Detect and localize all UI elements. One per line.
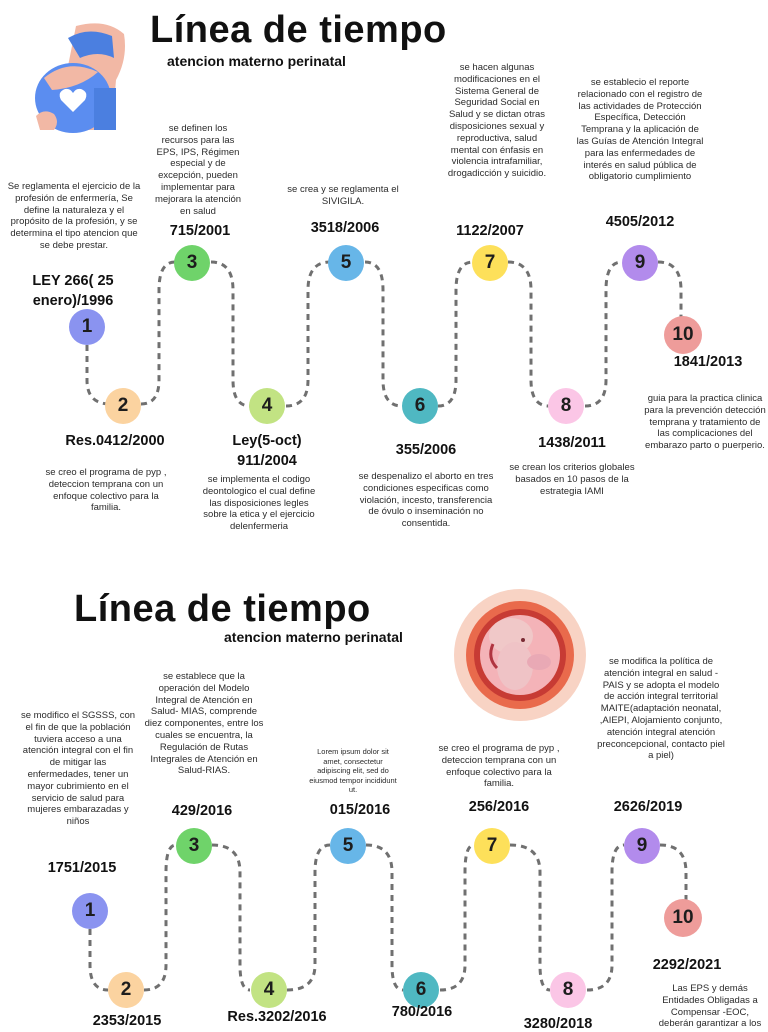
step2-code-10: 2292/2021 xyxy=(652,957,722,973)
step2-desc-1: se modifico el SGSSS, con el fin de que la población tuviera acceso a una atención integral con el fin de mitigar las enfermedades, tener un mayor cubrimiento en el servicio de salud para mujeres embarazadas y niños xyxy=(20,710,136,828)
step2-code-8: 3280/2018 xyxy=(523,1016,593,1032)
step-node-5: 5 xyxy=(328,245,364,281)
step2-node-5: 5 xyxy=(330,828,366,864)
step-node-2: 2 xyxy=(105,388,141,424)
fetus-illustration xyxy=(453,588,587,722)
step2-code-6: 780/2016 xyxy=(391,1004,453,1020)
step-code-8: 1438/2011 xyxy=(538,435,606,451)
step-code-7: 1122/2007 xyxy=(456,223,524,239)
step-code-1: LEY 266( 25 enero)/1996 xyxy=(32,273,114,309)
step2-node-10: 10 xyxy=(664,899,702,937)
step-node-7: 7 xyxy=(472,245,508,281)
step2-code-9: 2626/2019 xyxy=(613,799,683,815)
step-code-2: Res.0412/2000 xyxy=(65,433,165,449)
step2-code-2: 2353/2015 xyxy=(92,1013,162,1029)
step2-code-5: 015/2016 xyxy=(329,802,391,818)
section2-title: Línea de tiempo xyxy=(74,588,371,630)
timeline-path-1 xyxy=(87,262,681,406)
step2-desc-3: se establece que la operación del Modelo Integral de Atención en Salud- MIAS, comprende diez componentes, entre los cuales se encuentra, la Regulación de Rutas Integrales de Atención en Salud-RIAS. xyxy=(144,671,264,777)
step-desc-10: guia para la practica clinica para la prevención detección temprana y tratamiento de las complicaciones del embarazo parto o puerperio. xyxy=(644,393,766,452)
step2-node-4: 4 xyxy=(251,972,287,1008)
step-node-10: 10 xyxy=(664,316,702,354)
step-code-5: 3518/2006 xyxy=(310,220,380,236)
step-node-1: 1 xyxy=(69,309,105,345)
step-desc-2: se creo el programa de pyp , deteccion temprana con un enfoque colectivo para la familia. xyxy=(45,467,167,514)
step-code-10: 1841/2013 xyxy=(673,354,743,370)
step2-code-7: 256/2016 xyxy=(468,799,530,815)
step-desc-5: se crea y se reglamenta el SIVIGILA. xyxy=(287,184,399,207)
step-desc-4: se implementa el codigo deontologico el cual define las disposiciones legles sobre la etica y el ejercicio delenfermeria xyxy=(202,474,316,533)
step-node-3: 3 xyxy=(174,245,210,281)
step2-node-1: 1 xyxy=(72,893,108,929)
page-title: Línea de tiempo xyxy=(150,9,447,51)
step2-node-9: 9 xyxy=(624,828,660,864)
step-node-4: 4 xyxy=(249,388,285,424)
step-code-4: Ley(5-oct) 911/2004 xyxy=(232,433,302,469)
step2-desc-7: se creo el programa de pyp , deteccion temprana con un enfoque colectivo para la familia. xyxy=(438,743,560,790)
step-desc-9: se establecio el reporte relacionado con el registro de las actividades de Protección Específica, Detección Temprana y la aplicación de las Guías de Atención Integral para las enfermedades de interés en salud pública de obligatorio cumplimiento xyxy=(576,77,704,183)
step-desc-6: se despenalizo el aborto en tres condiciones especificas como violación, incesto, transferencia de óvulo o inseminación no consentida. xyxy=(358,471,494,530)
step2-node-6: 6 xyxy=(403,972,439,1008)
step2-desc-5: Lorem ipsum dolor sit amet, consectetur adipiscing elit, sed do eiusmod tempor incididunt ut. xyxy=(309,747,397,795)
step2-desc-9: se modifica la política de atención integral en salud -PAIS y se adopta el modelo de acción integral territorial MAITE(adaptación neonatal, ,AIEPI, Alojamiento conjunto, atención integral atención preconcepcional, contacto piel a piel) xyxy=(597,656,725,762)
step2-node-8: 8 xyxy=(550,972,586,1008)
step-node-9: 9 xyxy=(622,245,658,281)
step-code-6: 355/2006 xyxy=(395,442,457,458)
step-code-9: 4505/2012 xyxy=(605,214,675,230)
pregnant-woman-illustration xyxy=(28,18,128,136)
step2-code-1: 1751/2015 xyxy=(47,860,117,876)
step2-node-3: 3 xyxy=(176,828,212,864)
timeline-path-2 xyxy=(90,845,686,990)
step2-node-7: 7 xyxy=(474,828,510,864)
step2-node-2: 2 xyxy=(108,972,144,1008)
step-desc-1: Se reglamenta el ejercicio de la profesión de enfermería, Se define la naturaleza y el propósito de la profesión, y se determina el tipo atencion que se debe prestar. xyxy=(7,181,141,251)
step-desc-7: se hacen algunas modificaciones en el Sistema General de Seguridad Social en Salud y se dictan otras disposiciones sexual y reproductiva, salud mental con énfasis en violencia intrafamiliar, drogadicción y suicidio. xyxy=(447,62,547,180)
step-desc-3: se definen los recursos para las EPS, IPS, Régimen especial y de excepción, pueden implementar para mejorara la atención en salud xyxy=(154,123,242,217)
step-node-8: 8 xyxy=(548,388,584,424)
step2-code-3: 429/2016 xyxy=(171,803,233,819)
step-code-3: 715/2001 xyxy=(169,223,231,239)
step-node-6: 6 xyxy=(402,388,438,424)
step2-desc-10: Las EPS y demás Entidades Obligadas a Compensar -EOC, deberán garantizar a los xyxy=(658,983,762,1030)
section2-subtitle: atencion materno perinatal xyxy=(224,629,403,645)
page-subtitle: atencion materno perinatal xyxy=(167,53,346,69)
step2-code-4: Res.3202/2016 xyxy=(227,1009,327,1025)
step-desc-8: se crean los criterios globales basados en 10 pasos de la estrategia IAMI xyxy=(509,462,635,497)
